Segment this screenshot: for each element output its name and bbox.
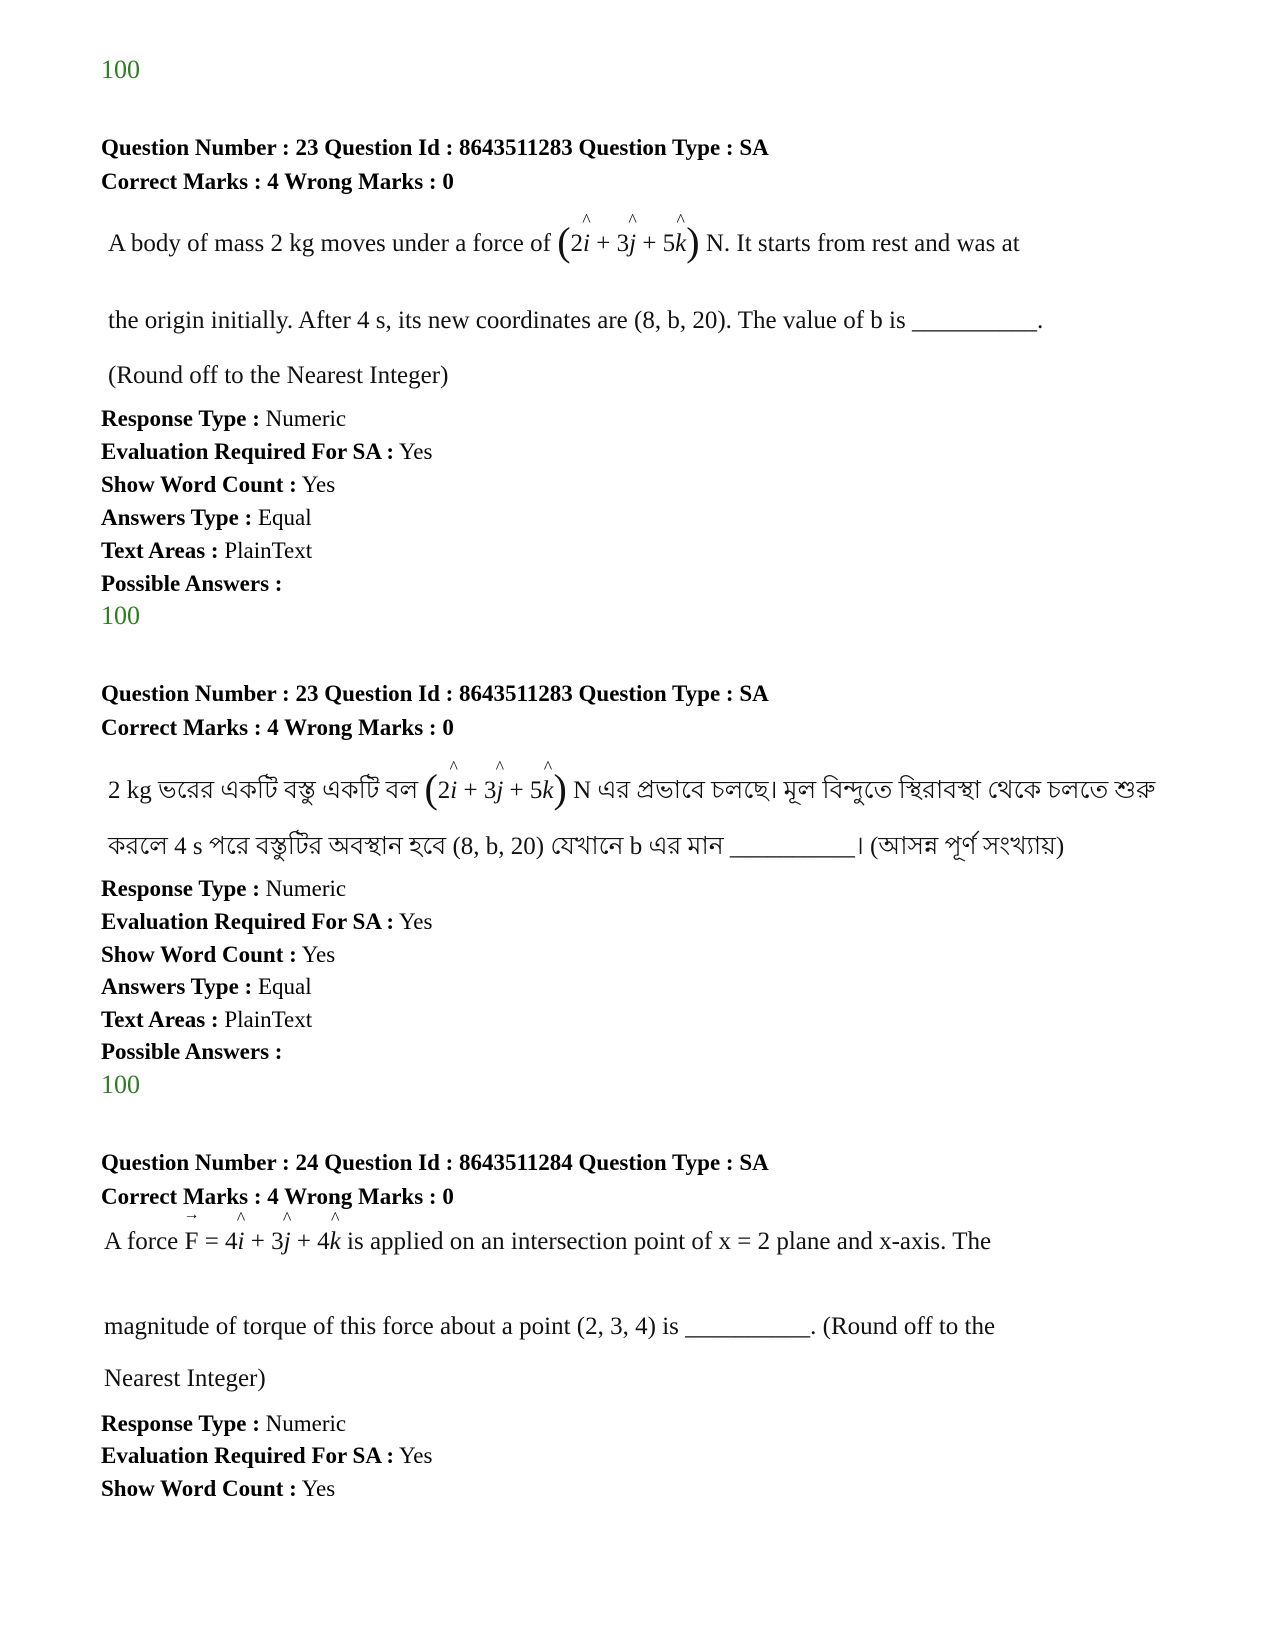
question-text-line2: magnitude of torque of this force about a point (2, 3, 4) is __________. (Round off to the <box>104 1313 996 1340</box>
unit-vector-i: ^ i <box>236 1208 246 1255</box>
question-header-line2: Correct Marks : 4 Wrong Marks : 0 <box>101 1184 454 1209</box>
field-show-word-count: Show Word Count : Yes <box>101 472 336 497</box>
unit-vector-i: ^ i <box>449 757 458 804</box>
question-header <box>101 1146 769 1214</box>
question-text-line3: (Round off to the Nearest Integer) <box>108 362 449 389</box>
question-header-line2: Correct Marks : 4 Wrong Marks : 0 <box>101 715 454 740</box>
possible-answer-value: 100 <box>101 1070 140 1099</box>
field-possible-answers: Possible Answers : <box>101 571 283 596</box>
field-possible-answers: Possible Answers : <box>101 1039 283 1064</box>
field-answers-type: Answers Type : Equal <box>101 974 312 999</box>
question-text-line2: করলে 4 s পরে বস্তুটির অবস্থান হবে (8, b, 20) যেখানে b এর মান __________। (আসন্ন পূর্ণ সংখ্যায়) <box>108 833 1065 860</box>
question-header-line2: Correct Marks : 4 Wrong Marks : 0 <box>101 169 454 194</box>
field-evaluation-required: Evaluation Required For SA : Yes <box>101 909 433 934</box>
field-response-type: Response Type : Numeric <box>101 876 347 901</box>
question-header-line1: Question Number : 23 Question Id : 8643511283 Question Type : SA <box>101 135 769 160</box>
question-text-line1: 2 kg ভরের একটি বস্তু একটি বল (2 ^ i + 3 ^ j + 5 ^ k) N এর প্রভাবে চলছে। মূল বিন্দুতে স্থিরাবস্থা থেকে চলতে শুরু <box>108 757 1156 811</box>
question-text-line1: A force → F = 4 ^ i + 3 ^ j + 4 ^ k is applied on an intersection point of x = 2 plane and x-axis. The <box>104 1206 992 1255</box>
unit-vector-j: ^ j <box>495 757 505 804</box>
field-evaluation-required: Evaluation Required For SA : Yes <box>101 439 433 464</box>
field-response-type: Response Type : Numeric <box>101 1411 347 1436</box>
question-header <box>101 677 769 745</box>
field-text-areas: Text Areas : PlainText <box>101 1007 313 1032</box>
possible-answer-value: 100 <box>101 601 140 630</box>
field-response-type: Response Type : Numeric <box>101 406 347 431</box>
question-header-line1: Question Number : 23 Question Id : 8643511283 Question Type : SA <box>101 681 769 706</box>
unit-vector-j: ^ j <box>282 1208 292 1255</box>
force-vector-f: → F <box>183 1206 200 1255</box>
field-answers-type: Answers Type : Equal <box>101 505 312 530</box>
question-header-line1: Question Number : 24 Question Id : 8643511284 Question Type : SA <box>101 1150 769 1175</box>
field-show-word-count: Show Word Count : Yes <box>101 1476 336 1501</box>
possible-answer-value: 100 <box>101 55 140 84</box>
field-evaluation-required: Evaluation Required For SA : Yes <box>101 1443 433 1468</box>
field-show-word-count: Show Word Count : Yes <box>101 942 336 967</box>
question-text-line2: the origin initially. After 4 s, its new coordinates are (8, b, 20). The value of b is __________. <box>108 307 1044 334</box>
field-text-areas: Text Areas : PlainText <box>101 538 313 563</box>
unit-vector-j: ^ j <box>628 210 637 257</box>
unit-vector-i: ^ i <box>582 210 591 257</box>
question-text-line3: Nearest Integer) <box>104 1365 266 1392</box>
question-text-line1: A body of mass 2 kg moves under a force of (2 ^ i + 3 ^ j + 5 ^ k) N. It starts from rest and was at <box>108 210 1020 264</box>
unit-vector-k: ^ k <box>542 757 554 804</box>
question-header <box>101 131 769 199</box>
unit-vector-k: ^ k <box>329 1208 341 1255</box>
unit-vector-k: ^ k <box>675 210 687 257</box>
